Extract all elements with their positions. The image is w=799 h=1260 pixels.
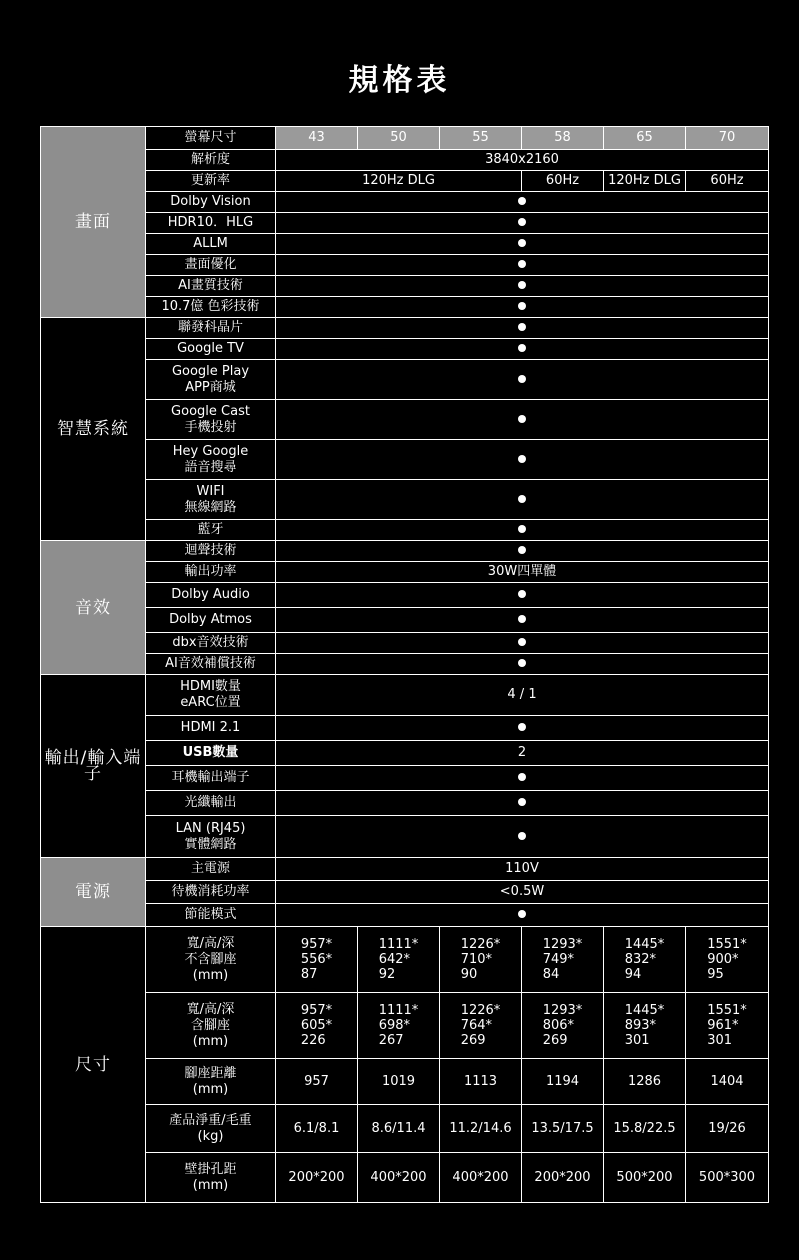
value-refresh-60: 60Hz (522, 171, 604, 192)
category-picture: 畫面 (41, 127, 146, 318)
label-lan: LAN (RJ45) 實體網路 (146, 816, 276, 858)
label-dolby-audio: Dolby Audio (146, 583, 276, 608)
size-header: 50 (358, 127, 440, 150)
category-power: 電源 (41, 858, 146, 927)
size-header: 55 (440, 127, 522, 150)
label-chip: 聯發科晶片 (146, 318, 276, 339)
dim-nostand-cell: 957* 556* 87 (276, 927, 358, 993)
category-dimension: 尺寸 (41, 927, 146, 1203)
value-main-power: 110V (276, 858, 769, 881)
label-color: 10.7億 色彩技術 (146, 297, 276, 318)
supported-dot-icon (518, 910, 526, 918)
label-resolution: 解析度 (146, 150, 276, 171)
value-resolution: 3840x2160 (276, 150, 769, 171)
label-output: 輸出功率 (146, 562, 276, 583)
dim-nostand-cell: 1111* 642* 92 (358, 927, 440, 993)
foot-distance-cell: 1194 (522, 1059, 604, 1105)
page-title: 規格表 (348, 63, 451, 98)
supported-dot-icon (518, 281, 526, 289)
label-dim-nostand: 寬/高/深 不含腳座 (mm) (146, 927, 276, 993)
dim-stand-cell: 1293* 806* 269 (522, 993, 604, 1059)
weight-cell: 8.6/11.4 (358, 1105, 440, 1153)
label-optical: 光纖輸出 (146, 791, 276, 816)
weight-cell: 19/26 (686, 1105, 769, 1153)
label-ai-quality: AI畫質技術 (146, 276, 276, 297)
label-hey-google: Hey Google 語音搜尋 (146, 440, 276, 480)
label-optimize: 畫面優化 (146, 255, 276, 276)
supported-dot-icon (518, 638, 526, 646)
label-usb: USB數量 (146, 741, 276, 766)
size-header: 58 (522, 127, 604, 150)
dim-stand-cell: 1551* 961* 301 (686, 993, 769, 1059)
value-refresh-120: 120Hz DLG (276, 171, 522, 192)
label-google-tv: Google TV (146, 339, 276, 360)
supported-dot-icon (518, 239, 526, 247)
supported-dot-icon (518, 590, 526, 598)
label-dim-stand: 寬/高/深 含腳座 (mm) (146, 993, 276, 1059)
foot-distance-cell: 1404 (686, 1059, 769, 1105)
supported-dot-icon (518, 415, 526, 423)
value-hdmi: 4 / 1 (276, 675, 769, 716)
foot-distance-cell: 1286 (604, 1059, 686, 1105)
weight-cell: 6.1/8.1 (276, 1105, 358, 1153)
supported-dot-icon (518, 723, 526, 731)
label-ai-comp: AI音效補償技術 (146, 654, 276, 675)
dim-stand-cell: 1445* 893* 301 (604, 993, 686, 1059)
supported-dot-icon (518, 832, 526, 840)
label-weight: 產品淨重/毛重 (kg) (146, 1105, 276, 1153)
spec-table (40, 126, 769, 1203)
size-header: 43 (276, 127, 358, 150)
label-echo: 迴聲技術 (146, 541, 276, 562)
label-screen-size: 螢幕尺寸 (146, 127, 276, 150)
supported-dot-icon (518, 615, 526, 623)
label-hdmi21: HDMI 2.1 (146, 716, 276, 741)
dim-stand-cell: 957* 605* 226 (276, 993, 358, 1059)
category-io: 輸出/輸入端子 (41, 675, 146, 858)
label-main-power: 主電源 (146, 858, 276, 881)
size-header: 65 (604, 127, 686, 150)
supported-dot-icon (518, 197, 526, 205)
label-refresh: 更新率 (146, 171, 276, 192)
label-standby: 待機消耗功率 (146, 881, 276, 904)
label-google-play: Google Play APP商城 (146, 360, 276, 400)
label-dolby-atmos: Dolby Atmos (146, 608, 276, 633)
supported-dot-icon (518, 344, 526, 352)
dim-stand-cell: 1111* 698* 267 (358, 993, 440, 1059)
wall-mount-cell: 400*200 (440, 1153, 522, 1203)
supported-dot-icon (518, 260, 526, 268)
value-standby: <0.5W (276, 881, 769, 904)
wall-mount-cell: 500*300 (686, 1153, 769, 1203)
category-smart: 智慧系統 (41, 318, 146, 541)
weight-cell: 15.8/22.5 (604, 1105, 686, 1153)
foot-distance-cell: 1019 (358, 1059, 440, 1105)
supported-dot-icon (518, 773, 526, 781)
supported-dot-icon (518, 546, 526, 554)
value-refresh-60-70: 60Hz (686, 171, 769, 192)
supported-dot-icon (518, 525, 526, 533)
supported-dot-icon (518, 659, 526, 667)
supported-dot-icon (518, 495, 526, 503)
wall-mount-cell: 200*200 (276, 1153, 358, 1203)
category-audio: 音效 (41, 541, 146, 675)
label-hdmi: HDMI數量 eARC位置 (146, 675, 276, 716)
foot-distance-cell: 957 (276, 1059, 358, 1105)
label-bluetooth: 藍牙 (146, 520, 276, 541)
label-hdr: HDR10．HLG (146, 213, 276, 234)
weight-cell: 11.2/14.6 (440, 1105, 522, 1153)
label-headphone: 耳機輸出端子 (146, 766, 276, 791)
wall-mount-cell: 500*200 (604, 1153, 686, 1203)
label-dolby-vision: Dolby Vision (146, 192, 276, 213)
supported-dot-icon (518, 375, 526, 383)
value-usb: 2 (276, 741, 769, 766)
dim-nostand-cell: 1551* 900* 95 (686, 927, 769, 993)
supported-dot-icon (518, 302, 526, 310)
dim-nostand-cell: 1226* 710* 90 (440, 927, 522, 993)
label-wifi: WIFI 無線網路 (146, 480, 276, 520)
label-allm: ALLM (146, 234, 276, 255)
label-wall-mount: 壁掛孔距 (mm) (146, 1153, 276, 1203)
label-eco: 節能模式 (146, 904, 276, 927)
weight-cell: 13.5/17.5 (522, 1105, 604, 1153)
value-refresh-120-65: 120Hz DLG (604, 171, 686, 192)
label-google-cast: Google Cast 手機投射 (146, 400, 276, 440)
wall-mount-cell: 400*200 (358, 1153, 440, 1203)
supported-dot-icon (518, 798, 526, 806)
supported-dot-icon (518, 455, 526, 463)
supported-dot-icon (518, 218, 526, 226)
wall-mount-cell: 200*200 (522, 1153, 604, 1203)
supported-dot-icon (518, 323, 526, 331)
label-foot-distance: 腳座距離 (mm) (146, 1059, 276, 1105)
dim-nostand-cell: 1445* 832* 94 (604, 927, 686, 993)
dim-stand-cell: 1226* 764* 269 (440, 993, 522, 1059)
value-output: 30W四單體 (276, 562, 769, 583)
label-dbx: dbx音效技術 (146, 633, 276, 654)
size-header: 70 (686, 127, 769, 150)
foot-distance-cell: 1113 (440, 1059, 522, 1105)
dim-nostand-cell: 1293* 749* 84 (522, 927, 604, 993)
